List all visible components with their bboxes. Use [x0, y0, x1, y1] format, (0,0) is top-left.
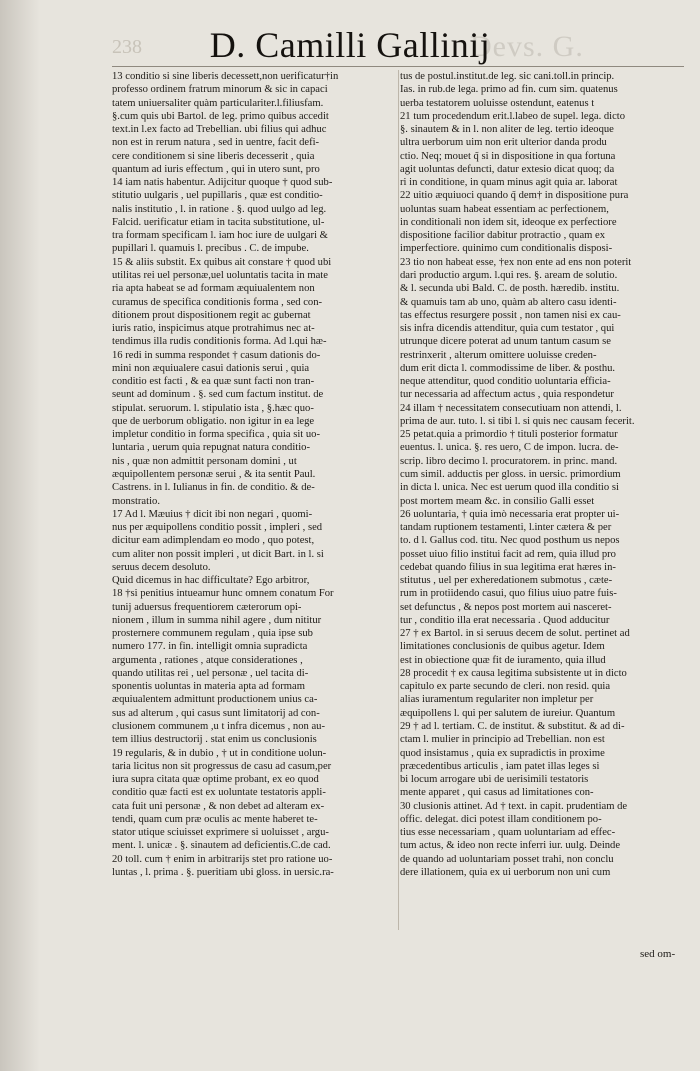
text-line: utrunque dicere poterat ad unum tantum casum se	[400, 336, 611, 348]
text-line: in dicta l. unica. Nec est uerum quod illa conditio si	[400, 482, 619, 494]
text-line: prosternere communem regulam , quia ipse sub	[112, 628, 313, 640]
text-line: dispositione facilior dabitur protractio , quam ex	[400, 230, 606, 242]
text-line: euentus. l. unica. §. res uero, C de impon. lucra. de-	[400, 442, 619, 454]
text-line: prima de aur. tuto. l. si tibi l. si quis nec causam fecerit.	[400, 415, 635, 427]
text-line: taria licitus non sit progressus de casu ad casum,per	[112, 760, 332, 772]
text-line: tandam ruptionem testamenti, l.inter cætera & per	[400, 522, 612, 534]
text-line: uoluntas suam habeat essentiam ac perfectionem,	[400, 203, 609, 215]
text-line: 25 petat.quia a primordio † tituli posterior formatur	[400, 429, 618, 441]
text-line: posset uiuo filio institui facit ad rem, quia illud pro	[400, 548, 616, 560]
text-line: capitulo ex parte secundo de cleri. non resid. quia	[400, 681, 611, 693]
text-line: nus per æquipollens conditio possit , impleri , sed	[112, 522, 323, 534]
text-line: tatem uniuersaliter quàm particulariter.l.filiusfam.	[112, 97, 324, 109]
text-line: argumenta , rationes , atque considerationes ,	[112, 654, 303, 666]
text-line: ctam l. mulier in principio ad Trebellian. non est	[400, 734, 605, 746]
text-line: nis , quæ non admittit personam domini , ut	[112, 455, 297, 467]
text-line: stitutus , uel per exheredationem submotus , cæte-	[400, 575, 613, 587]
text-line: 20 toll. cum † enim in arbitrarijs stet pro ratione uo-	[112, 853, 333, 865]
text-line: luntaria , uerum quia repugnat natura conditio-	[112, 442, 310, 454]
text-line: luntas , l. prima . §. pueritiam ubi gloss. in uersic.ra-	[112, 866, 334, 878]
text-line: imperfectiore. quinimo cum conditionalis disposi-	[400, 243, 613, 255]
text-line: ultra uerborum uim non erit ulterior danda produ	[400, 137, 607, 149]
text-line: quod insistamus , quia ex supradictis in proxime	[400, 747, 605, 759]
text-line: curamus de specifica conditionis forma , sed con-	[112, 296, 323, 308]
text-line: cum aliter non possit impleri , ut dicit Bart. in l. si	[112, 548, 324, 560]
catchword: sed om-	[640, 948, 676, 960]
text-line: to. d l. Gallus cod. titu. Nec quod posthum us nepos	[400, 535, 620, 547]
text-line: tra formam specificam l. iam hoc iure de uulgari &	[112, 230, 328, 242]
text-line: in conditionali non idem sit, ideoque ex perfectiore	[400, 216, 617, 228]
text-line: de quando ad uoluntariam posset trahi, non conclu	[400, 853, 614, 865]
text-line: cedebat quando filius in sua legitima erat hæres in-	[400, 561, 616, 573]
text-line: 23 tio non habeat esse, †ex non ente ad ens non poterit	[400, 256, 632, 268]
page-gutter-shadow	[0, 0, 40, 1071]
text-line: 28 procedit † ex causa legitima subsistente ut in dicto	[400, 667, 627, 679]
text-line: sponentis uoluntas in materia apta ad formam	[112, 681, 305, 693]
text-line: quando utilitas rei , uel personæ , uel tacita di-	[112, 667, 309, 679]
text-line: post mortem meam &c. in consilio Galli esset	[400, 495, 595, 507]
text-line: limitationes conclusionis de quibus agetur. Idem	[400, 641, 605, 653]
left-text-column	[112, 70, 404, 879]
text-line: Falcid. uerificatur etiam in tacita substitutione, ul-	[112, 216, 325, 228]
text-line: stitutio uulgaris , uel pupillaris , quæ est conditio-	[112, 190, 323, 202]
text-line: text.in l.ex facto ad Trebellian. ubi filius qui adhuc	[112, 124, 327, 136]
text-line: 29 † ad l. tertiam. C. de institut. & substitut. & ad di-	[400, 721, 625, 733]
text-line: 27 † ex Bartol. in si seruus decem de solut. pertinet ad	[400, 628, 630, 640]
text-line: tas effectus resurgere possit , non tamen nisi ex cau-	[400, 309, 621, 321]
text-line: nalis institutio , l. in ratione . §. quod uulgo ad leg.	[112, 203, 327, 215]
text-line: 26 uoluntaria, † quia imò necessaria erat propter ui-	[400, 508, 620, 520]
text-line: monstratio.	[112, 495, 160, 507]
column-divider	[398, 70, 399, 930]
text-line: scrip. libro decimo l. procuratorem. in princ. mand.	[400, 455, 618, 467]
text-line: tendi, quam cum præ oculis ac mente haberet te-	[112, 813, 318, 825]
text-line: Quid dicemus in hac difficultate? Ego arbitror,	[112, 575, 310, 587]
text-line: & l. secunda ubi Bald. C. de posth. hæredib. institu.	[400, 283, 620, 295]
text-line: dari productio argum. l.qui res. §. aream de solutio.	[400, 269, 618, 281]
text-line: æquipollentem personæ serui , & ita sentit Paul.	[112, 468, 316, 480]
text-line: stator utique sciuisset exprimere si uoluisset , argu-	[112, 827, 329, 839]
text-line: tem illius destructorij . stat enim us conclusionis	[112, 734, 317, 746]
text-line: 19 regularis, & in dubio , † ut in conditione uolun-	[112, 747, 327, 759]
text-line: conditio quæ facti est ex uoluntate testatoris appli-	[112, 787, 326, 799]
text-line: 16 redi in summa respondet † casum dationis do-	[112, 349, 321, 361]
text-line: tius esse necessariam , quam uoluntariam ad effec-	[400, 827, 616, 839]
text-line: mini non æquiualere casui dationis serui , quia	[112, 362, 310, 374]
text-line: agit uoluntas defuncti, datur extesio dicat quoq; da	[400, 163, 615, 175]
text-line: ditionem prout dispositionem regit ac gubernat	[112, 309, 311, 321]
text-line: professo ordinem fratrum minorum & sic in capaci	[112, 84, 328, 96]
text-line: 17 Ad l. Mæuius † dicit ibi non negari , quomi-	[112, 508, 313, 520]
text-line: rum in protiidendo casui, quo filius uiuo patre fuis-	[400, 588, 617, 600]
text-line: quantum ad iuris effectum , qui in utero sunt, pro	[112, 163, 320, 175]
text-line: bi locum arrogare ubi de uerisimili testatoris	[400, 774, 589, 786]
text-line: cum simil. adductis per gloss. in uersic. primordium	[400, 468, 621, 480]
text-line: seruus decem desoluto.	[112, 561, 211, 573]
text-line: dum erit dicta l. commodissime de liber. & posthu.	[400, 362, 616, 374]
text-line: utilitas rei uel personæ,uel uoluntatis tacita in mate	[112, 269, 328, 281]
text-line: æquiualentem admittunt productionem unius ca-	[112, 694, 318, 706]
text-line: conditio est facti , & ea quæ sunt facti non tran-	[112, 376, 315, 388]
text-line: que de uerborum obligatio. non igitur in ea lege	[112, 415, 315, 427]
text-line: uerba testatorem uoluisse ostendunt, eatenus t	[400, 97, 595, 109]
text-line: præcedentibus articulis , iam patet illas leges si	[400, 760, 600, 772]
text-line: set defunctus , & nepos post mortem aui nasceret-	[400, 601, 612, 613]
text-line: §. sinautem & in l. non aliter de leg. tertio ideoque	[400, 124, 614, 136]
text-line: æquipollens l. qui per salutem de iureiur. Quantum	[400, 707, 616, 719]
text-line: tur necessaria ad affectum actus , quia respondetur	[400, 389, 614, 401]
text-line: stipulat. seruorum. l. stipulatio ista , §.hæc quo-	[112, 402, 314, 414]
text-line: 24 illam † necessitatem consecutiuam non attendi, l.	[400, 402, 622, 414]
text-line: sis infra dicendis attenditur, quia cum testator , qui	[400, 323, 615, 335]
text-line: pupillari l. quamuis l. precibus . C. de impube.	[112, 243, 309, 255]
text-line: ment. l. unicæ . §. sinautem ad deficientis.C.de cad.	[112, 840, 331, 852]
text-line: non est in rerum natura , sed in uentre, facit defi-	[112, 137, 320, 149]
text-line: 22 uitio æquiuoci quando q̃ dem† in dispositione pura	[400, 190, 629, 202]
text-line: 18 †si penitius intueamur hunc omnem conatum For	[112, 588, 334, 600]
text-line: ri in conditione, in quam minus agit quia ar. laborat	[400, 177, 618, 189]
text-line: 15 & aliis substit. Ex quibus ait constare † quod ubi	[112, 256, 332, 268]
text-line: & quamuis tam ab uno, quàm ab altero casu identi-	[400, 296, 617, 308]
text-line: mente apparet , qui casus ad limitationes con-	[400, 787, 594, 799]
right-text-column	[400, 70, 690, 879]
text-line: est in obiectione quæ fit de iuramento, quia illud	[400, 654, 606, 666]
text-line: §.cum quis ubi Bartol. de leg. primo quibus accedit	[112, 110, 329, 122]
text-line: iura supra citata quæ optime probant, ex eo quod	[112, 774, 319, 786]
text-line: nionem , illum in summa nihil agere , dum nititur	[112, 614, 322, 626]
text-line: tur , conditio illa erat necessaria . Quod adducitur	[400, 614, 610, 626]
text-line: dere illationem, quia ex ui uerborum non uni cum	[400, 866, 611, 878]
text-line: iuris ratio, inspicimus atque protrahimus nec at-	[112, 323, 315, 335]
text-line: tendimus illa rudis conditionis forma. Ad l.qui hæ-	[112, 336, 327, 348]
text-line: tunij aduersus frequentiorem cæterorum opi-	[112, 601, 302, 613]
text-line: 14 iam natis habentur. Adijcitur quoque † quod sub-	[112, 177, 333, 189]
text-line: cata fuit uni personæ , & non debet ad alteram ex-	[112, 800, 325, 812]
text-line: dicitur eam adimplendam eo modo , quo potest,	[112, 535, 315, 547]
text-line: seunt ad dominum . §. sed cum factum institut. de	[112, 389, 324, 401]
text-line: sus ad alterum , qui casus sunt limitatorij ad con-	[112, 707, 320, 719]
folio-ghost: 238	[112, 36, 142, 58]
running-head: D. Camilli Gallinij	[209, 25, 491, 65]
text-line: 13 conditio si sine liberis decessett,non uerificatur†in	[112, 71, 339, 82]
text-line: impletur conditio in forma specifica , quia sit uo-	[112, 429, 320, 441]
text-line: Ias. in rub.de lega. primo ad fin. cum sim. quatenus	[400, 84, 618, 96]
text-line: alias iuramentum regulariter non impletur per	[400, 694, 594, 706]
text-line: tum actus, & ideo non recte inferri iur. uulg. Deinde	[400, 840, 621, 852]
text-line: neque attenditur, quod conditio uoluntaria efficia-	[400, 376, 611, 388]
text-line: offic. delegat. dici potest illam conditionem po-	[400, 813, 602, 825]
text-line: 21 tum procedendum erit.l.labeo de supel. lega. dicto	[400, 110, 626, 122]
text-line: numero 177. in fin. intelligit omnia supradicta	[112, 641, 308, 653]
text-line: ria apta habeat se ad formam æquiualentem non	[112, 283, 315, 295]
text-line: 30 clusionis attinet. Ad † text. in capit. prudentiam de	[400, 800, 628, 812]
show-through-text: Devs. G.	[470, 30, 584, 63]
text-line: clusionem communem ,u t infra dicemus , non au-	[112, 721, 326, 733]
header-rule	[112, 66, 684, 67]
text-line: cere conditionem si sine liberis decesserit , quia	[112, 150, 315, 162]
text-line: Castrens. in l. Iulianus in fin. de conditio. & de-	[112, 482, 315, 494]
text-line: restrinxerit , alterum omittere uoluisse creden-	[400, 349, 597, 361]
text-line: tus de postul.institut.de leg. sic cani.toll.in princip.	[400, 71, 615, 82]
text-line: ctio. Neq; mouet q̃ si in dispositione in qua fortuna	[400, 150, 616, 162]
